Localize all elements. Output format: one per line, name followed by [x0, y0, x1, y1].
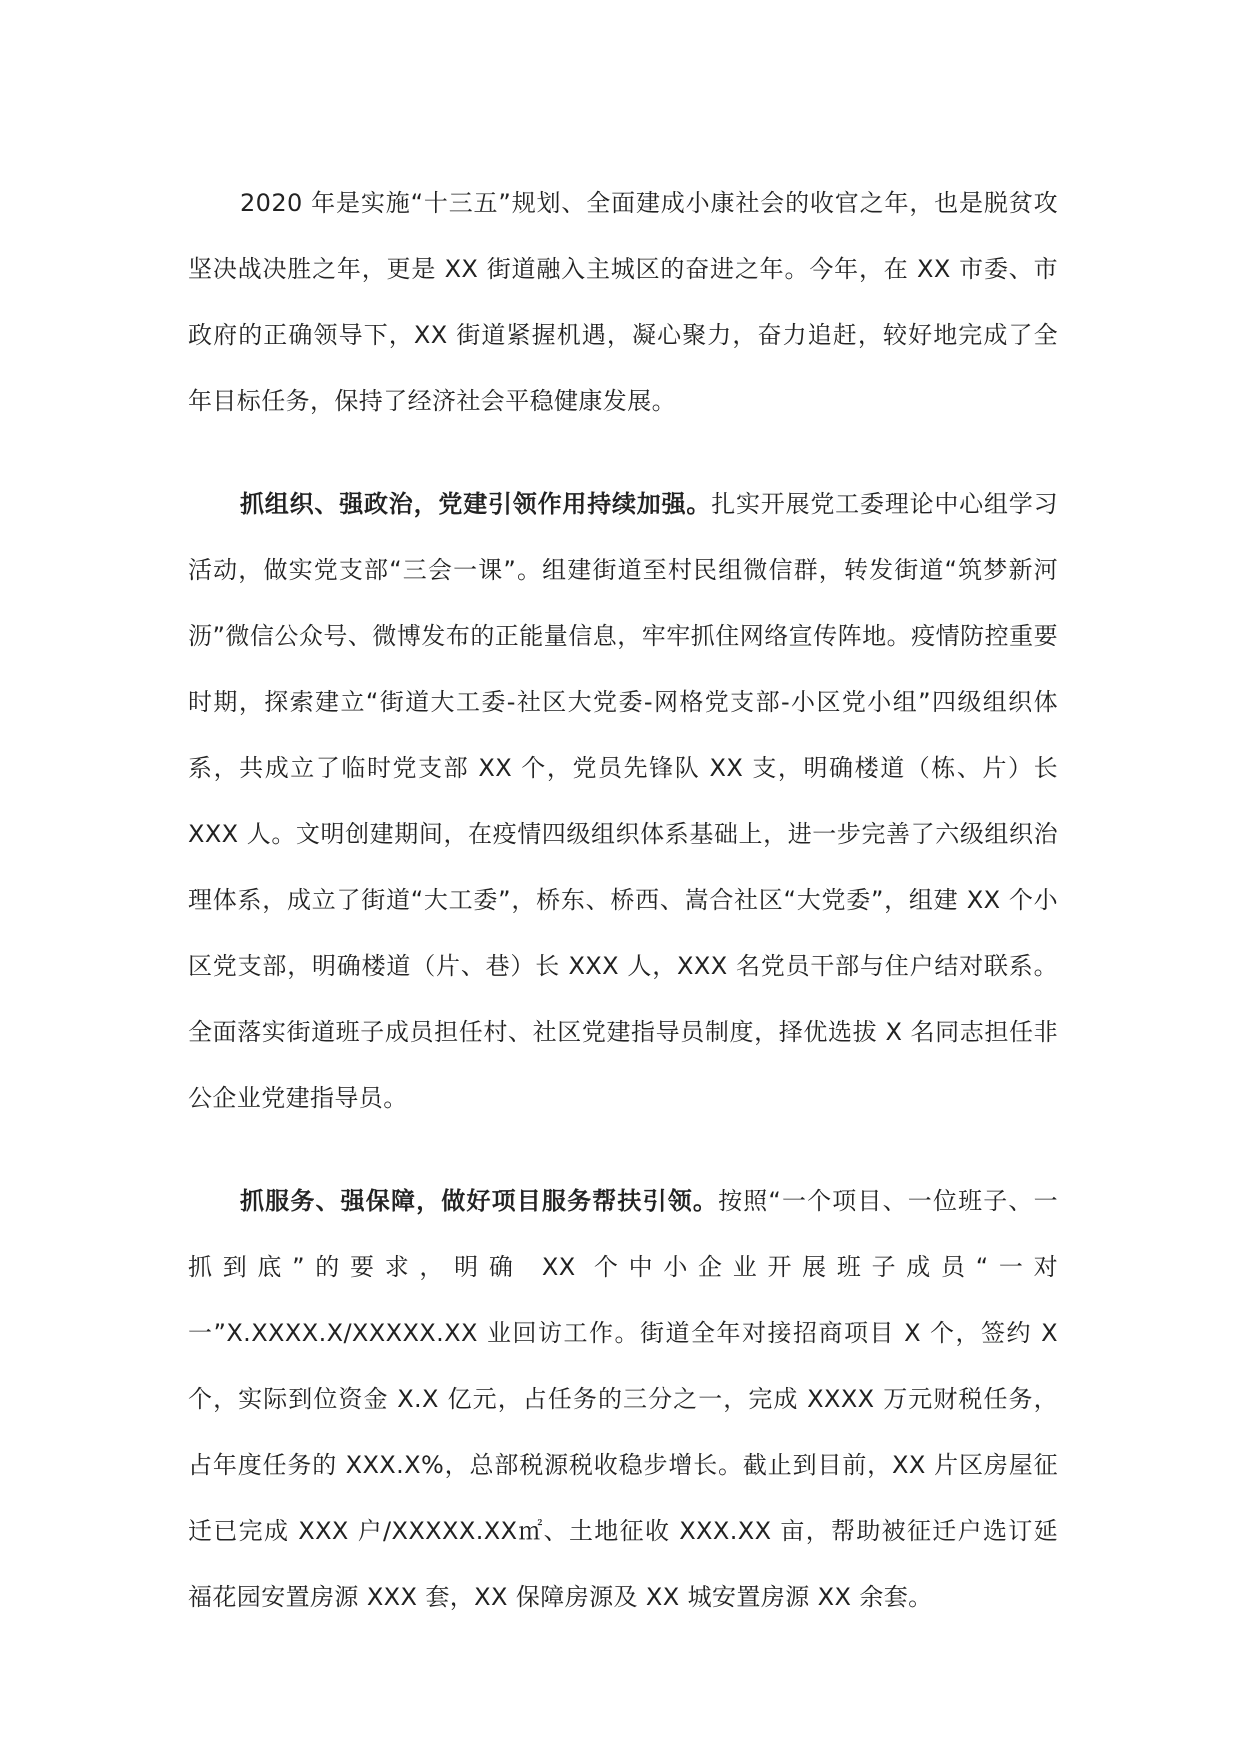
paragraph-lead: 抓服务、强保障，做好项目服务帮扶引领。 [240, 1187, 719, 1215]
document-body [188, 170, 1058, 1667]
paragraph-text: 扎实开展党工委理论中心组学习活动，做实党支部“三会一课”。组建街道至村民组微信群，转发街道“筑梦新河沥”微信公众号、微博发布的正能量信息，牢牢抓住网络宣传阵地。疫情防控重要时期，探索建立“街道大工委-社区大党委-网格党支部-小区党小组”四级组织体系，共成立了临时党支部 XX 个，党员先锋队 XX 支，明确楼道（栋、片）长 XXX 人。文明创建期间，在疫情四级组织体系基础上，进一步完善了六级组织治理体系，成立了街道“大工委”，桥东、桥西、嵩合社区“大党委”，组建 XX 个小区党支部，明确楼道（片、巷）长 XXX 人，XXX 名党员干部与住户结对联系。全面落实街道班子成员担任村、社区党建指导员制度，择优选拔 X 名同志担任非公企业党建指导员。 [188, 490, 1058, 1112]
paragraph-lead: 抓组织、强政治，党建引领作用持续加强。 [240, 490, 712, 518]
paragraph-text: 2020 年是实施“十三五”规划、全面建成小康社会的收官之年，也是脱贫攻坚决战决胜之年，更是 XX 街道融入主城区的奋进之年。今年，在 XX 市委、市政府的正确领导下，XX 街道紧握机遇，凝心聚力，奋力追赶，较好地完成了全年目标任务，保持了经济社会平稳健康发展。 [188, 189, 1058, 415]
paragraph-text: 按照“一个项目、一位班子、一抓到底”的要求，明确 XX 个中小企业开展班子成员“一对一”X.XXXX.X/XXXXX.XX 业回访工作。街道全年对接招商项目 X 个，签约 X 个，实际到位资金 X.X 亿元，占任务的三分之一，完成 XXXX 万元财税任务，占年度任务的 XXX.X%，总部税源税收稳步增长。截止到目前，XX 片区房屋征迁已完成 XXX 户/XXXXX.XX㎡、土地征收 XXX.XX 亩，帮助被征迁户选订延福花园安置房源 XXX 套，XX 保障房源及 XX 城安置房源 XX 余套。 [188, 1187, 1058, 1611]
project-service-paragraph [188, 1168, 1058, 1630]
party-building-paragraph [188, 471, 1058, 1131]
intro-paragraph [188, 170, 1058, 434]
